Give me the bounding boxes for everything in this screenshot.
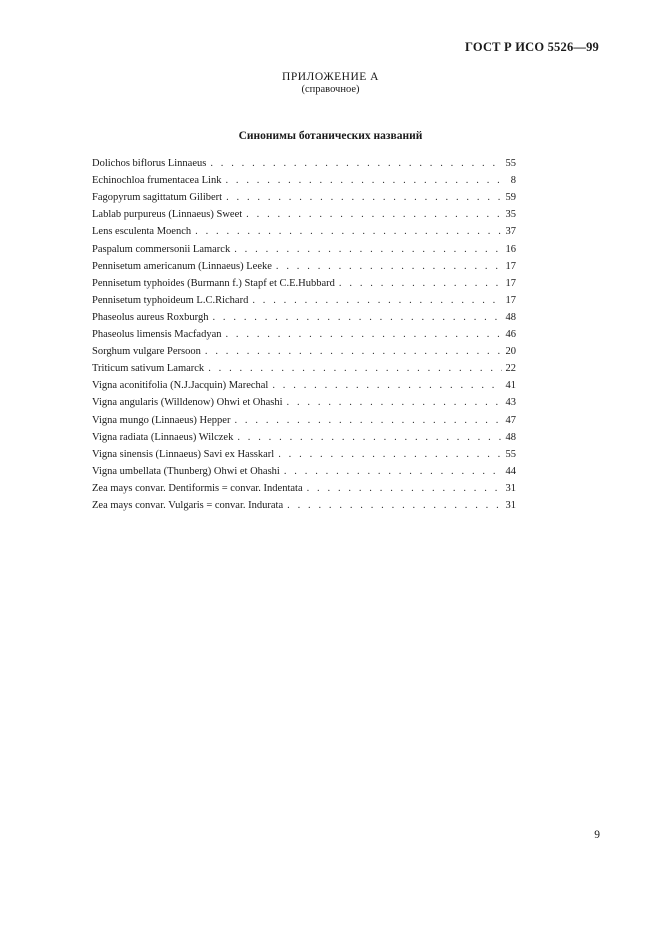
entry-name: Triticum sativum Lamarck bbox=[92, 363, 205, 375]
dot-leader bbox=[210, 157, 501, 170]
dot-leader bbox=[226, 191, 501, 204]
entry-page-number: 31 bbox=[505, 499, 516, 511]
section-title: Синонимы ботанических названий bbox=[238, 130, 423, 142]
dot-leader bbox=[237, 431, 501, 444]
list-item bbox=[92, 392, 516, 409]
dot-leader bbox=[287, 396, 502, 409]
appendix-title: ПРИЛОЖЕНИЕ А bbox=[282, 71, 379, 83]
list-item bbox=[92, 324, 516, 341]
entry-name: Vigna mungo (Linnaeus) Hepper bbox=[92, 414, 231, 426]
dot-leader bbox=[339, 277, 502, 290]
list-item bbox=[92, 204, 516, 221]
entry-page-number: 46 bbox=[505, 329, 516, 341]
entry-name: Sorghum vulgare Persoon bbox=[92, 346, 201, 358]
synonym-list bbox=[92, 153, 516, 512]
entry-page-number: 55 bbox=[505, 448, 516, 460]
entry-name: Fagopyrum sagittatum Gilibert bbox=[92, 192, 223, 204]
entry-page-number: 22 bbox=[505, 363, 516, 375]
entry-name: Vigna angularis (Willdenow) Ohwi et Ohashi bbox=[92, 397, 283, 409]
list-item bbox=[92, 170, 516, 187]
list-item bbox=[92, 375, 516, 392]
list-item bbox=[92, 153, 516, 170]
entry-name: Echinochloa frumentacea Link bbox=[92, 175, 222, 187]
appendix-subtitle: (справочное) bbox=[301, 84, 360, 95]
dot-leader bbox=[252, 294, 501, 307]
list-item bbox=[92, 290, 516, 307]
entry-page-number: 20 bbox=[505, 346, 516, 358]
dot-leader bbox=[225, 174, 502, 187]
list-item bbox=[92, 409, 516, 426]
dot-leader bbox=[287, 499, 501, 512]
dot-leader bbox=[208, 362, 501, 375]
entry-name: Lens esculenta Moench bbox=[92, 226, 192, 238]
entry-name: Zea mays convar. Vulgaris = convar. Indurata bbox=[92, 499, 284, 511]
entry-page-number: 17 bbox=[505, 277, 516, 289]
dot-leader bbox=[205, 345, 502, 358]
entry-page-number: 35 bbox=[505, 209, 516, 221]
dot-leader bbox=[276, 260, 502, 273]
entry-name: Pennisetum typhoides (Burmann f.) Stapf et C.E.Hubbard bbox=[92, 277, 335, 289]
dot-leader bbox=[284, 465, 502, 478]
dot-leader bbox=[307, 482, 502, 495]
page-number: 9 bbox=[594, 829, 600, 841]
list-item bbox=[92, 273, 516, 290]
entry-name: Pennisetum typhoideum L.C.Richard bbox=[92, 294, 249, 306]
entry-page-number: 8 bbox=[510, 175, 516, 187]
list-item bbox=[92, 341, 516, 358]
list-item bbox=[92, 461, 516, 478]
document-code: ГОСТ Р ИСО 5526—99 bbox=[465, 40, 599, 54]
entry-page-number: 48 bbox=[505, 311, 516, 323]
entry-page-number: 31 bbox=[505, 482, 516, 494]
dot-leader bbox=[195, 225, 501, 238]
entry-page-number: 16 bbox=[505, 243, 516, 255]
list-item bbox=[92, 238, 516, 255]
entry-name: Paspalum commersonii Lamarck bbox=[92, 243, 231, 255]
entry-name: Vigna sinensis (Linnaeus) Savi ex Hasskarl bbox=[92, 448, 275, 460]
entry-page-number: 47 bbox=[505, 414, 516, 426]
entry-page-number: 17 bbox=[505, 294, 516, 306]
entry-name: Pennisetum americanum (Linnaeus) Leeke bbox=[92, 260, 272, 272]
list-item bbox=[92, 307, 516, 324]
list-item bbox=[92, 444, 516, 461]
list-item bbox=[92, 495, 516, 512]
list-item bbox=[92, 221, 516, 238]
entry-name: Vigna aconitifolia (N.J.Jacquin) Marechal bbox=[92, 380, 269, 392]
entry-name: Lablab purpureus (Linnaeus) Sweet bbox=[92, 209, 243, 221]
dot-leader bbox=[234, 243, 501, 256]
entry-page-number: 55 bbox=[505, 158, 516, 170]
dot-leader bbox=[212, 311, 501, 324]
entry-page-number: 17 bbox=[505, 260, 516, 272]
entry-name: Phaseolus limensis Macfadyan bbox=[92, 329, 222, 341]
entry-page-number: 41 bbox=[505, 380, 516, 392]
dot-leader bbox=[278, 448, 501, 461]
entry-page-number: 59 bbox=[505, 192, 516, 204]
dot-leader bbox=[225, 328, 501, 341]
dot-leader bbox=[272, 379, 501, 392]
list-item bbox=[92, 256, 516, 273]
entry-page-number: 43 bbox=[505, 397, 516, 409]
entry-page-number: 44 bbox=[505, 465, 516, 477]
list-item bbox=[92, 358, 516, 375]
dot-leader bbox=[246, 208, 501, 221]
entry-name: Phaseolus aureus Roxburgh bbox=[92, 311, 209, 323]
list-item bbox=[92, 427, 516, 444]
entry-name: Vigna umbellata (Thunberg) Ohwi et Ohashi bbox=[92, 465, 280, 477]
entry-name: Dolichos biflorus Linnaeus bbox=[92, 158, 207, 170]
entry-name: Vigna radiata (Linnaeus) Wilczek bbox=[92, 431, 234, 443]
entry-name: Zea mays convar. Dentiformis = convar. Indentata bbox=[92, 482, 303, 494]
entry-page-number: 37 bbox=[505, 226, 516, 238]
list-item bbox=[92, 187, 516, 204]
entry-page-number: 48 bbox=[505, 431, 516, 443]
dot-leader bbox=[234, 414, 501, 427]
list-item bbox=[92, 478, 516, 495]
